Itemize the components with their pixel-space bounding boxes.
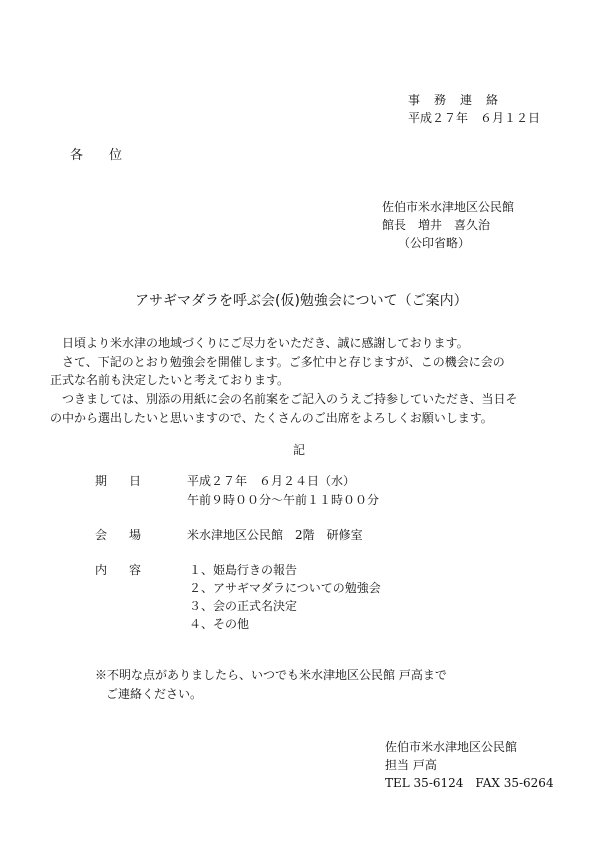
venue-value: 米水津地区公民館 2階 研修室: [187, 528, 363, 542]
date-label: 期日: [95, 474, 164, 488]
paragraph-greeting: 日頃より米水津の地域づくりにご尽力をいただき、誠に感謝しております。: [62, 336, 469, 350]
paragraph-announcement-line2: 正式な名前も決定したいと考えております。: [50, 373, 290, 387]
ki-heading: 記: [293, 443, 306, 457]
content-item: ２、アサギマダラについての勉強会: [189, 581, 381, 595]
time-value: 午前９時００分～午前１１時００分: [187, 493, 380, 507]
content-label: 内容: [95, 563, 164, 577]
seal-note: （公印省略）: [398, 236, 471, 250]
addressee: 各 位: [70, 148, 123, 163]
date-value: 平成２７年 ６月２４日（水）: [187, 474, 356, 488]
content-item: １、姫島行きの報告: [189, 563, 298, 577]
document-type: 事 務 連 絡: [408, 93, 500, 107]
contact-phone: TEL 35-6124 FAX 35-6264: [385, 776, 554, 790]
document-title: アサギマダラを呼ぶ会(仮)勉強会について（ご案内）: [135, 293, 468, 309]
document-date: 平成２７年 ６月１２日: [408, 111, 541, 125]
contact-organization: 佐伯市米水津地区公民館: [385, 740, 518, 754]
content-item: ４、その他: [189, 617, 250, 631]
sender-organization: 佐伯市米水津地区公民館: [382, 200, 515, 214]
paragraph-request-line1: つきましては、別添の用紙に会の名前案をご記入のうえご持参していただき、当日そ: [62, 392, 518, 406]
contact-person: 担当 戸高: [385, 758, 437, 772]
paragraph-announcement-line1: さて、下記のとおり勉強会を開催します。ご多忙中と存じますが、この機会に会の: [62, 355, 505, 369]
sender-head: 館長 増井 喜久治: [382, 218, 491, 232]
note-line2: ご連絡ください。: [106, 687, 203, 701]
note-line1: ※不明な点がありましたら、いつでも米水津地区公民館 戸高まで: [95, 668, 447, 682]
paragraph-request-line2: の中から選出したいと思いますので、たくさんのご出席をよろしくお願いします。: [50, 411, 493, 425]
content-item: ３、会の正式名決定: [189, 599, 298, 613]
venue-label: 会場: [95, 528, 164, 542]
